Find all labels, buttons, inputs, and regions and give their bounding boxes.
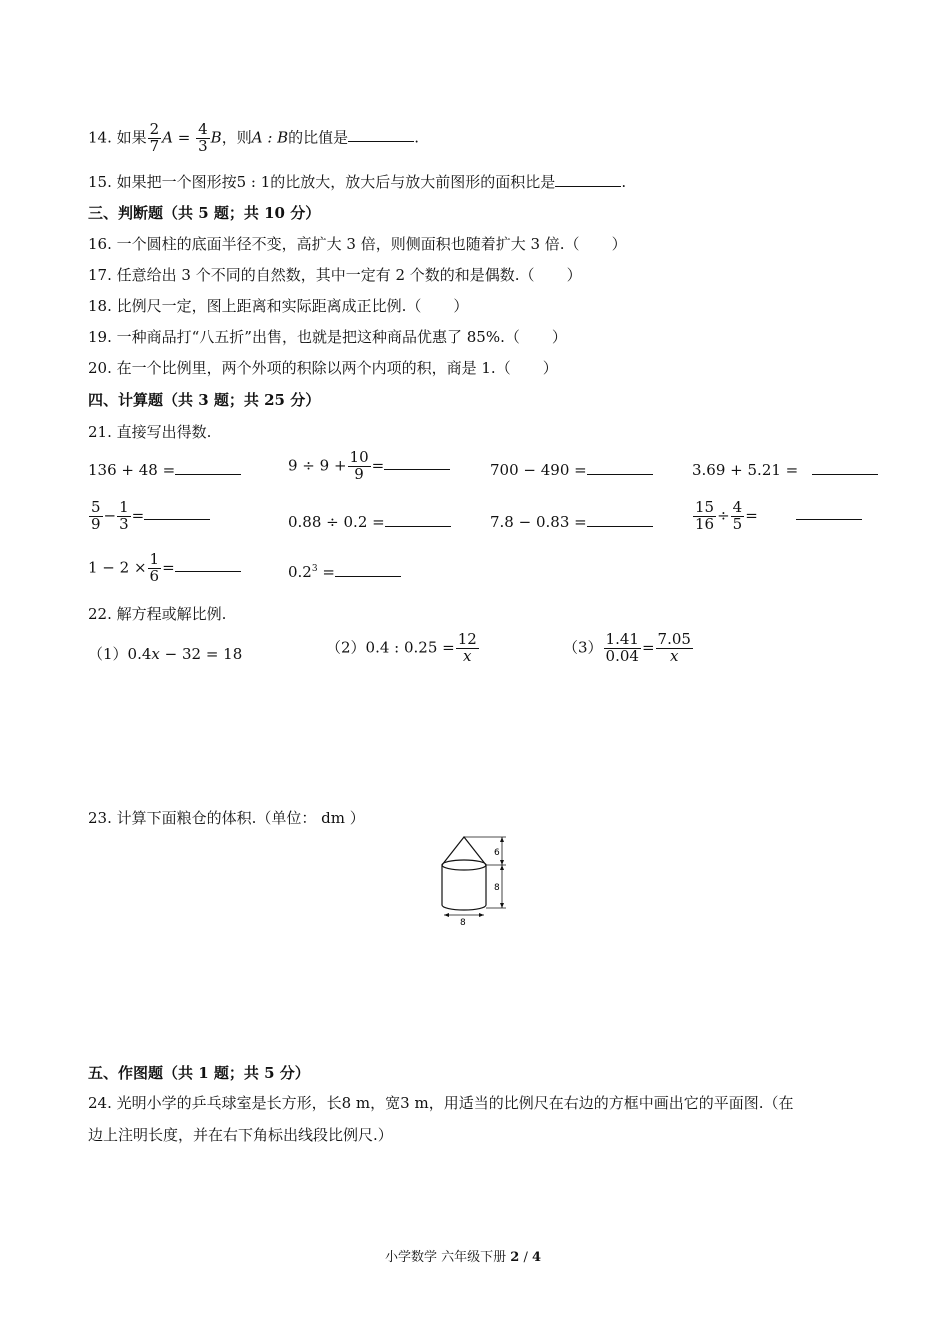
cylinder-bottom-arc: [442, 905, 486, 910]
answer-blank[interactable]: [144, 505, 210, 520]
question-18: 18. 比例尺一定，图上距离和实际距离成正比例.（ ）: [88, 297, 469, 315]
calc-3: 700 − 490 =: [490, 460, 653, 479]
answer-blank[interactable]: [555, 172, 621, 187]
answer-blank[interactable]: [175, 460, 241, 475]
calc-1: 136 + 48 =: [88, 460, 241, 479]
calc-9: 1 − 2 × $\frac{1}{6}$ =: [88, 552, 241, 585]
calc-10: $0.2^3$ =: [288, 562, 401, 581]
answer-blank[interactable]: [348, 127, 414, 142]
question-23: 23. 计算下面粮仓的体积.（单位： dm ）: [88, 809, 365, 827]
silo-figure: [436, 832, 516, 928]
calc-8: $\frac{15}{16}$ ÷ $\frac{4}{5}$ =: [692, 500, 862, 533]
question-15: 15. 如果把一个图形按5 : 1的比放大，放大后与放大前图形的面积比是 .: [88, 173, 627, 191]
answer-blank[interactable]: [335, 562, 401, 577]
question-17: 17. 任意给出 3 个不同的自然数，其中一定有 2 个数的和是偶数.（ ）: [88, 266, 582, 284]
calc-4: 3.69 + 5.21 =: [692, 460, 878, 479]
cylinder-height-label: 8: [494, 883, 500, 893]
answer-blank[interactable]: [796, 505, 862, 520]
question-16: 16. 一个圆柱的底面半径不变，高扩大 3 倍，则侧面积也随着扩大 3 倍.（ ）: [88, 235, 627, 253]
answer-blank[interactable]: [175, 557, 241, 572]
question-19: 19. 一种商品打“八五折”出售，也就是把这种商品优惠了 85%.（ ）: [88, 328, 567, 346]
cylinder-top-ellipse: [442, 860, 486, 870]
question-24-line-2: 边上注明长度，并在右下角标出线段比例尺.）: [88, 1126, 393, 1144]
section-3-heading: 三、判断题（共 5 题；共 10 分）: [88, 204, 321, 222]
calc-6: 0.88 ÷ 0.2 =: [288, 512, 451, 531]
section-5-heading: 五、作图题（共 1 题；共 5 分）: [88, 1064, 310, 1082]
question-22: 22. 解方程或解比例.: [88, 605, 227, 623]
cone-height-label: 6: [494, 848, 500, 858]
equation-3: （3） $\frac{1.41}{0.04}$ = $\frac{7.05}{x}$: [563, 630, 691, 665]
question-21: 21. 直接写出得数.: [88, 423, 212, 441]
calc-7: 7.8 − 0.83 =: [490, 512, 653, 531]
equation-1: （1）0.4x − 32 = 18: [88, 645, 243, 663]
question-24-line-1: 24. 光明小学的乒乓球室是长方形，长8 m，宽3 m，用适当的比例尺在右边的方框中画出它的平面图.（在: [88, 1094, 794, 1112]
page-footer: 小学数学 六年级下册 2 / 4: [385, 1250, 542, 1265]
fraction: $\frac{4}{3}$: [198, 120, 208, 155]
question-14: 14. 如果 $\frac{2}{7}$ A = $\frac{4}{3}$ B，则A : B的比值是 .: [88, 120, 419, 155]
calc-2: 9 ÷ 9 + $\frac{10}{9}$ =: [288, 450, 450, 483]
fraction: $\frac{2}{7}$: [149, 120, 160, 155]
calc-5: $\frac{5}{9}$ − $\frac{1}{3}$ =: [88, 500, 210, 533]
cone-outline: [442, 837, 486, 865]
question-20: 20. 在一个比例里，两个外项的积除以两个内项的积，商是 1.（ ）: [88, 359, 558, 377]
answer-blank[interactable]: [587, 512, 653, 527]
section-4-heading: 四、计算题（共 3 题；共 25 分）: [88, 391, 321, 409]
answer-blank[interactable]: [384, 455, 450, 470]
answer-blank[interactable]: [587, 460, 653, 475]
diameter-label: 8: [460, 918, 466, 928]
answer-blank[interactable]: [385, 512, 451, 527]
answer-blank[interactable]: [812, 460, 878, 475]
equation-2: （2）0.4 : 0.25 = $\frac{12}{x}$: [326, 630, 477, 665]
